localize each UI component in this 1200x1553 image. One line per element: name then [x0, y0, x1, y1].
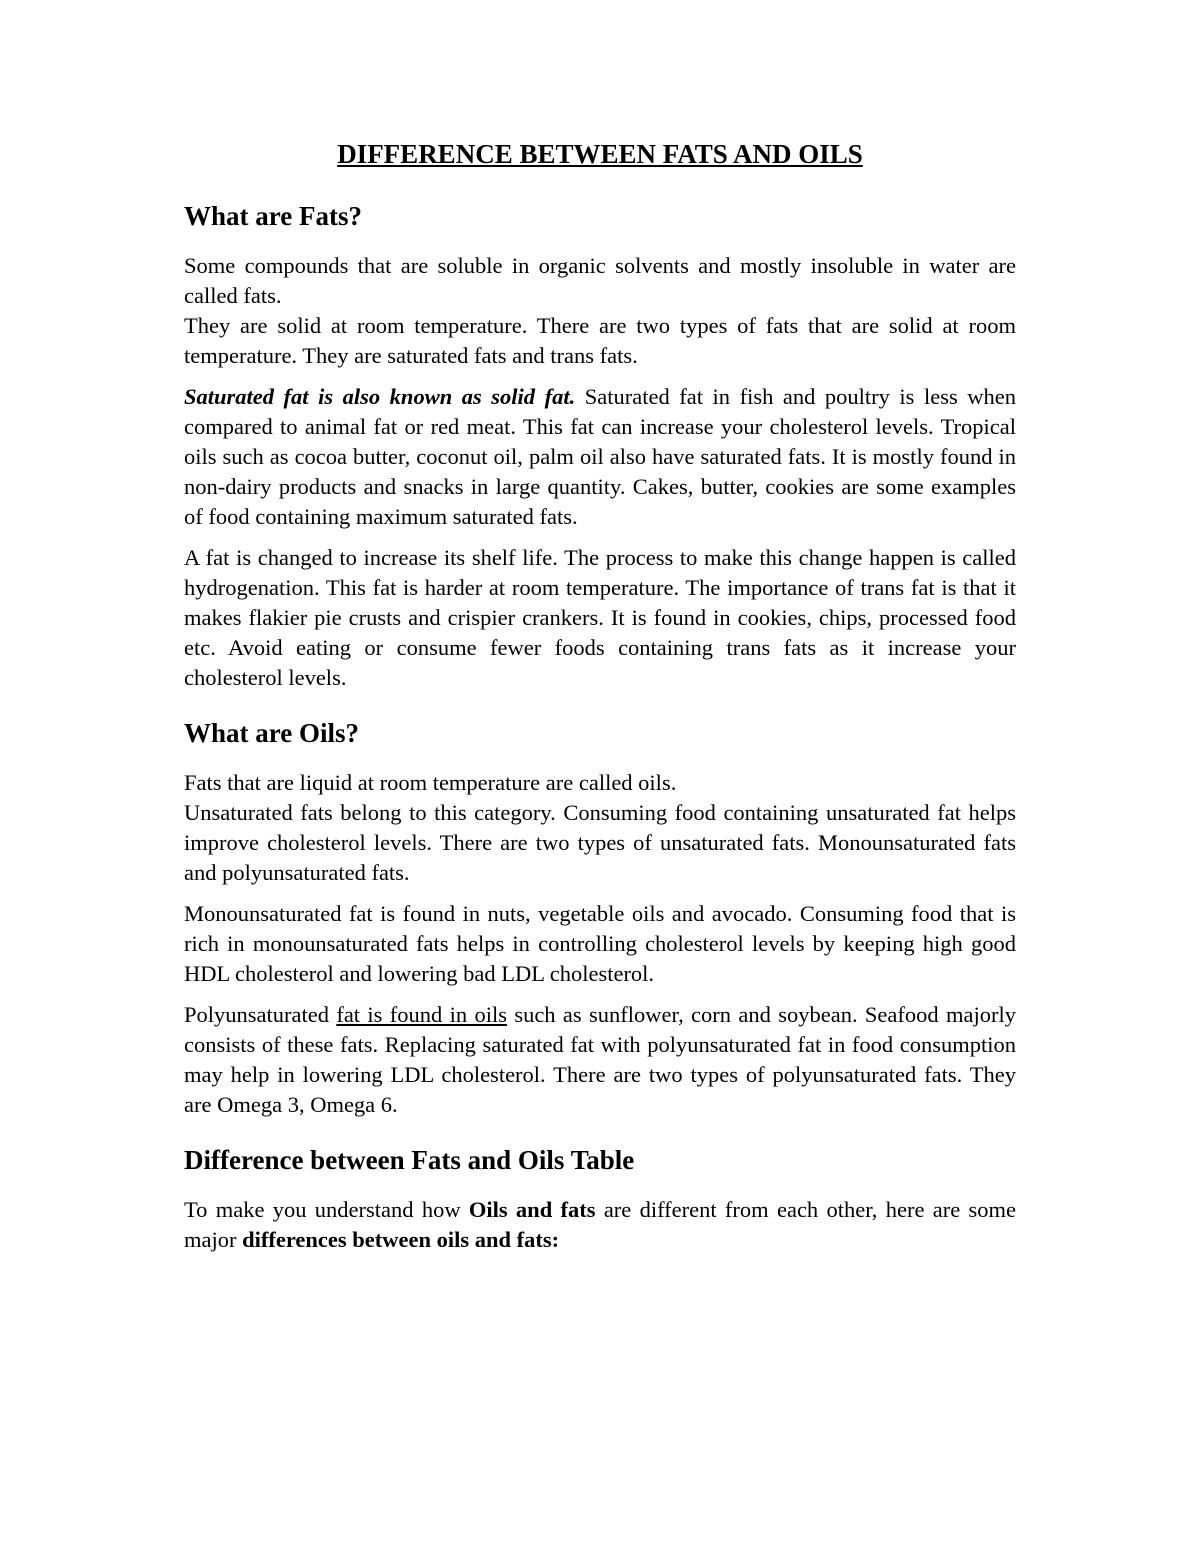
oils-p1-line2: Unsaturated fats belong to this category. Consuming food containing unsaturated fat helps improve cholesterol levels. There are two types of unsaturated fats. Monounsaturated fats and polyunsaturated fats.: [184, 800, 1016, 885]
intro-oils-and-fats: Oils and fats: [468, 1197, 596, 1222]
oils-p3-b: such as sunflower, corn and soybean. Seafood majorly consists of these fats. Replacing saturated fat with polyunsaturated fat in food consumption may help in lowering LDL cholesterol. There are two types of polyunsaturated fats. They are Omega 3, Omega 6.: [184, 1002, 1016, 1117]
table-section-intro: [184, 1195, 1016, 1255]
fats-p2-rest: Saturated fat in fish and poultry is less when compared to animal fat or red meat. This fat can increase your cholesterol levels. Tropical oils such as cocoa butter, coconut oil, palm oil also have saturated fats. It is mostly found in non-dairy products and snacks in large quantity. Cakes, butter, cookies are some examples of food containing maximum saturated fats.: [184, 384, 1016, 529]
intro-a: To make you understand how: [184, 1197, 469, 1222]
fat-found-in-oils-link[interactable]: fat is found in oils: [336, 1002, 507, 1027]
document-page: [184, 136, 1016, 1255]
page-title: DIFFERENCE BETWEEN FATS AND OILS: [337, 139, 863, 169]
table-section-heading: Difference between Fats and Oils Table: [184, 1145, 635, 1175]
fats-paragraph-1: [184, 251, 1016, 371]
fats-heading: What are Fats?: [184, 201, 362, 231]
intro-differences: differences between oils and fats:: [242, 1227, 560, 1252]
fats-p1-line2: They are solid at room temperature. There are two types of fats that are solid at room temperature. They are saturated fats and trans fats.: [184, 313, 1016, 368]
oils-paragraph-3: [184, 1000, 1016, 1120]
fats-paragraph-3: A fat is changed to increase its shelf life. The process to make this change happen is called hydrogenation. This fat is harder at room temperature. The importance of trans fat is that it makes flakier pie crusts and crispier crankers. It is found in cookies, chips, processed food etc. Avoid eating or consume fewer foods containing trans fats as it increase your cholesterol levels.: [184, 545, 1016, 690]
fats-paragraph-2: [184, 382, 1016, 532]
intro-c: are different from each other, here are some major: [184, 1197, 1017, 1252]
saturated-fat-lead: Saturated fat is also known as solid fat.: [184, 384, 576, 409]
fats-p1-line1: Some compounds that are soluble in organic solvents and mostly insoluble in water are called fats.: [184, 253, 1016, 308]
oils-p1-line1: Fats that are liquid at room temperature are called oils.: [184, 770, 677, 795]
oils-paragraph-2: Monounsaturated fat is found in nuts, vegetable oils and avocado. Consuming food that is rich in monounsaturated fats helps in controlling cholesterol levels by keeping high good HDL cholesterol and lowering bad LDL cholesterol.: [184, 901, 1016, 986]
oils-heading: What are Oils?: [184, 718, 359, 748]
oils-p3-a: Polyunsaturated: [184, 1002, 337, 1027]
oils-paragraph-1: [184, 768, 1016, 888]
